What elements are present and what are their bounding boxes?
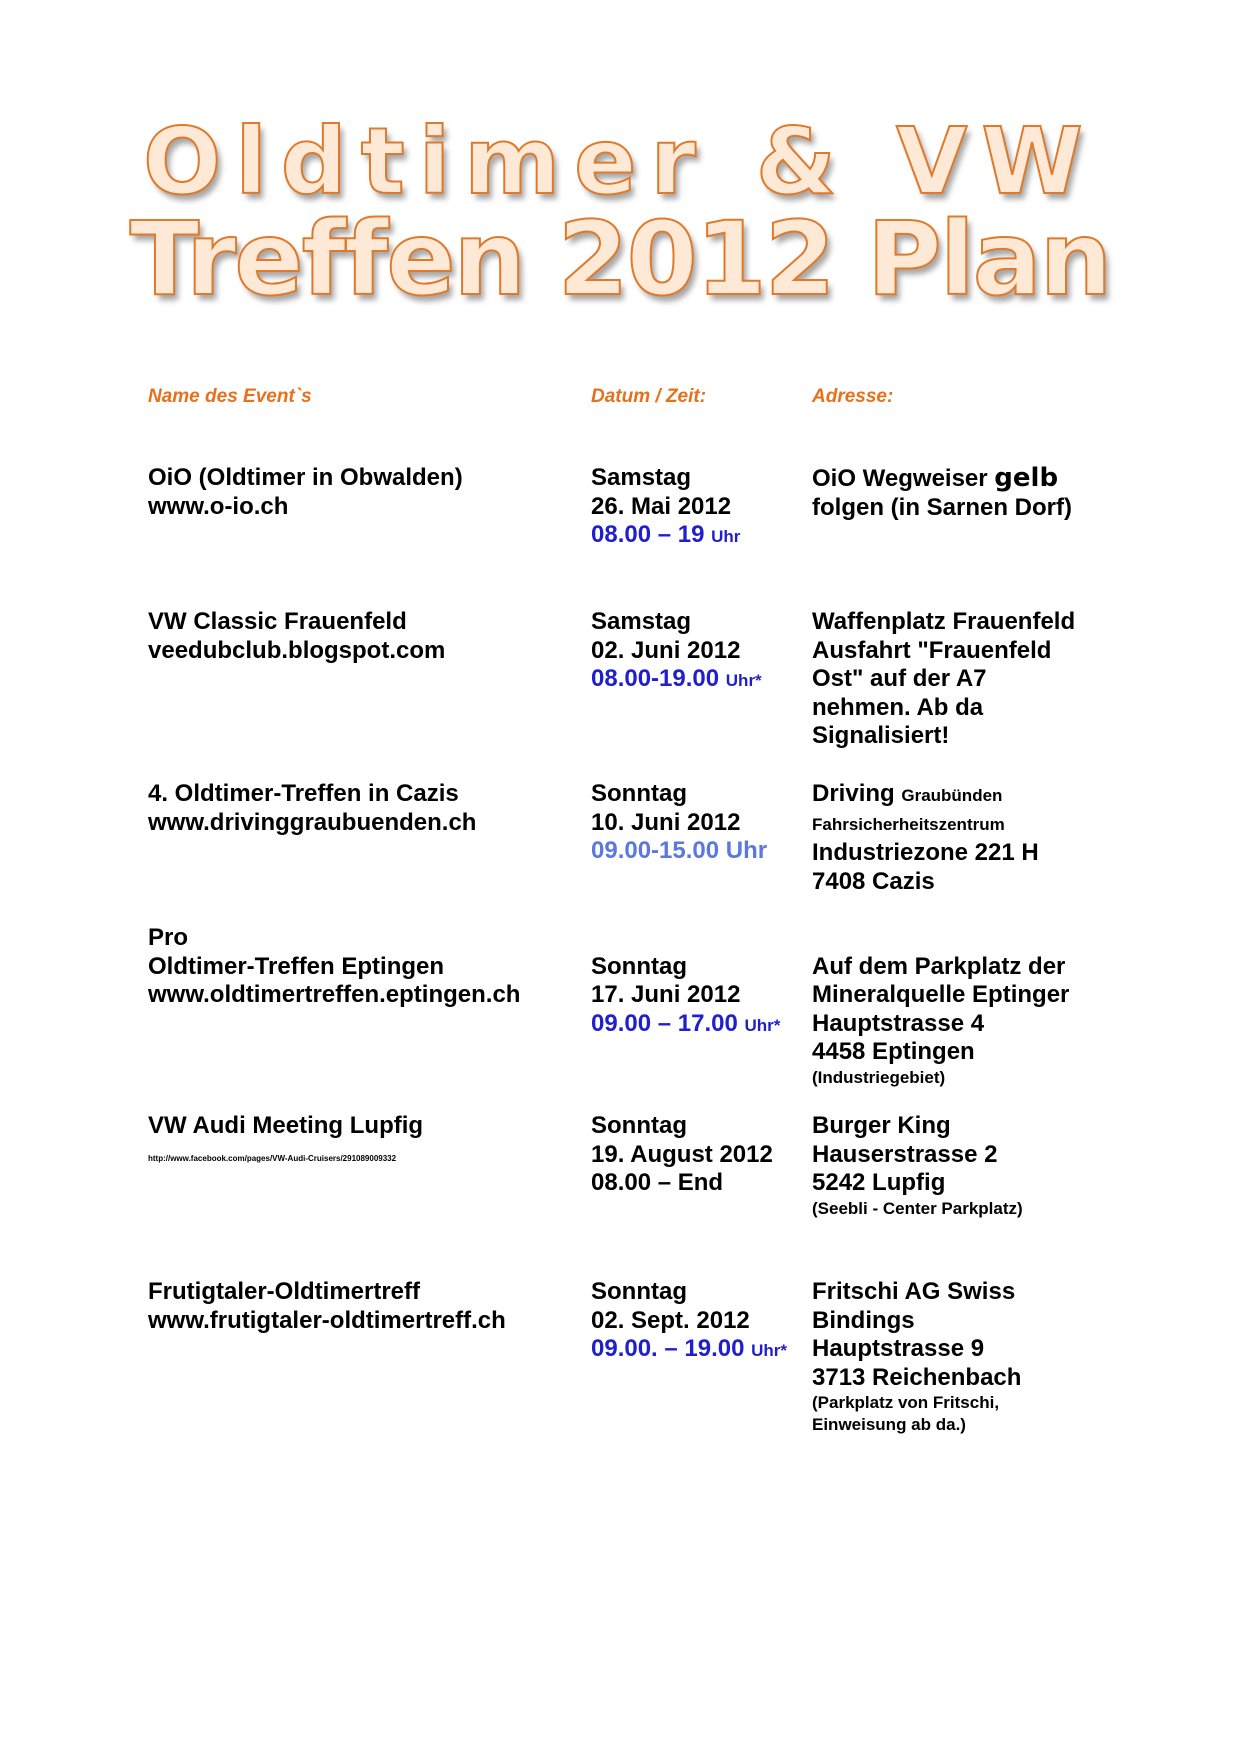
event-name-cell <box>148 1278 506 1335</box>
event-address-line: Fritschi AG Swiss <box>812 1278 1016 1305</box>
event-address-line: Hauptstrasse 4 <box>812 1009 985 1037</box>
event-address-cell <box>812 464 1072 522</box>
event-date: 19. August 2012 <box>591 1140 773 1168</box>
event-address-line: Industriezone 221 H <box>812 839 1039 867</box>
event-time: 09.00. – 19.00 Uhr* <box>591 1335 788 1363</box>
event-address-line: nehmen. Ab da <box>812 693 984 721</box>
event-date-cell <box>591 780 767 866</box>
event-address-note: Einweisung ab da.) <box>812 1415 966 1435</box>
title-line-1: Oldtimer & VW <box>143 108 1097 215</box>
event-name: VW Audi Meeting Lupfig <box>148 1112 424 1139</box>
event-address-note: (Parkplatz von Fritschi, <box>812 1393 1000 1413</box>
event-address-cell <box>812 780 1039 896</box>
header-date-time: Datum / Zeit: <box>591 386 707 407</box>
event-date-cell <box>591 1278 787 1366</box>
event-address-line: Bindings <box>812 1306 915 1334</box>
event-address-cell <box>812 1278 1021 1436</box>
event-address-line: Signalisiert! <box>812 722 950 750</box>
event-date: 17. Juni 2012 <box>591 981 741 1009</box>
event-address-line: Waffenplatz Frauenfeld <box>812 608 1076 635</box>
event-address-note: (Seebli - Center Parkplatz) <box>812 1198 1023 1218</box>
event-address-line: Fahrsicherheitszentrum <box>812 814 1005 834</box>
event-address-line: 4458 Eptingen <box>812 1038 975 1066</box>
event-address-line: Driving Graubünden <box>812 780 1003 807</box>
event-address-line: Ost" auf der A7 <box>812 665 987 693</box>
event-name-cell <box>148 608 445 665</box>
event-address-line: folgen (in Sarnen Dorf) <box>812 493 1072 521</box>
event-address-line: OiO Wegweiser gelb <box>812 463 1059 493</box>
event-day: Samstag <box>591 608 692 635</box>
event-name: 4. Oldtimer-Treffen in Cazis <box>148 780 459 807</box>
event-time: 08.00 – 19 Uhr <box>591 521 741 549</box>
event-time: 09.00 – 17.00 Uhr* <box>591 1009 781 1037</box>
event-address-line: 7408 Cazis <box>812 867 935 895</box>
event-time: 08.00-19.00 Uhr* <box>591 665 762 693</box>
event-date-cell <box>591 608 762 696</box>
event-url[interactable]: www.o-io.ch <box>148 492 289 520</box>
event-time: 09.00-15.00 Uhr <box>591 837 768 865</box>
event-address-line: Mineralquelle Eptinger <box>812 981 1070 1009</box>
header-event-name: Name des Event`s <box>148 386 312 407</box>
event-address-cell <box>812 608 1075 751</box>
event-day: Samstag <box>591 464 692 491</box>
event-name: Frutigtaler-Oldtimertreff <box>148 1278 421 1305</box>
event-url[interactable]: http://www.facebook.com/pages/VW-Audi-Cruisers/291089009332 <box>148 1153 397 1163</box>
event-url[interactable]: www.oldtimertreffen.eptingen.ch <box>148 981 521 1009</box>
event-address-line: Burger King <box>812 1112 951 1139</box>
event-name-cell <box>148 780 476 837</box>
event-name: Oldtimer-Treffen Eptingen <box>148 952 445 980</box>
event-name-prefix: Pro <box>148 924 189 951</box>
event-url[interactable]: www.frutigtaler-oldtimertreff.ch <box>148 1306 506 1334</box>
event-day: Sonntag <box>591 780 687 807</box>
event-address-line: Ausfahrt "Frauenfeld <box>812 636 1052 664</box>
header-address: Adresse: <box>812 386 894 407</box>
event-url[interactable]: www.drivinggraubuenden.ch <box>148 808 477 836</box>
event-address-line: Hauserstrasse 2 <box>812 1140 998 1168</box>
event-address-line: 3713 Reichenbach <box>812 1363 1022 1391</box>
event-date-cell <box>591 464 740 552</box>
event-address-line: Auf dem Parkplatz der <box>812 952 1066 980</box>
event-day: Sonntag <box>591 1112 687 1139</box>
event-name: VW Classic Frauenfeld <box>148 608 407 635</box>
event-date: 02. Juni 2012 <box>591 636 741 664</box>
event-address-note: (Industriegebiet) <box>812 1067 946 1087</box>
event-date: 02. Sept. 2012 <box>591 1306 750 1334</box>
event-address-line: 5242 Lupfig <box>812 1169 946 1197</box>
event-day: Sonntag <box>591 1278 687 1305</box>
address-emph-gelb: gelb <box>994 463 1059 493</box>
event-url[interactable]: veedubclub.blogspot.com <box>148 636 446 664</box>
event-date-cell <box>591 953 780 1041</box>
event-address-cell <box>812 953 1069 1089</box>
event-date-cell <box>591 1112 773 1198</box>
event-address-cell <box>812 1112 1023 1220</box>
event-address-line: Hauptstrasse 9 <box>812 1335 985 1363</box>
event-name: OiO (Oldtimer in Obwalden) <box>148 464 463 491</box>
title-line-2: Treffen 2012 Plan <box>129 200 1111 319</box>
event-date: 26. Mai 2012 <box>591 492 732 520</box>
event-name-cell <box>148 924 520 1010</box>
event-name-cell <box>148 1112 423 1165</box>
event-date: 10. Juni 2012 <box>591 808 741 836</box>
event-day: Sonntag <box>591 952 687 980</box>
event-name-cell <box>148 464 463 521</box>
event-time: 08.00 – End <box>591 1169 724 1197</box>
